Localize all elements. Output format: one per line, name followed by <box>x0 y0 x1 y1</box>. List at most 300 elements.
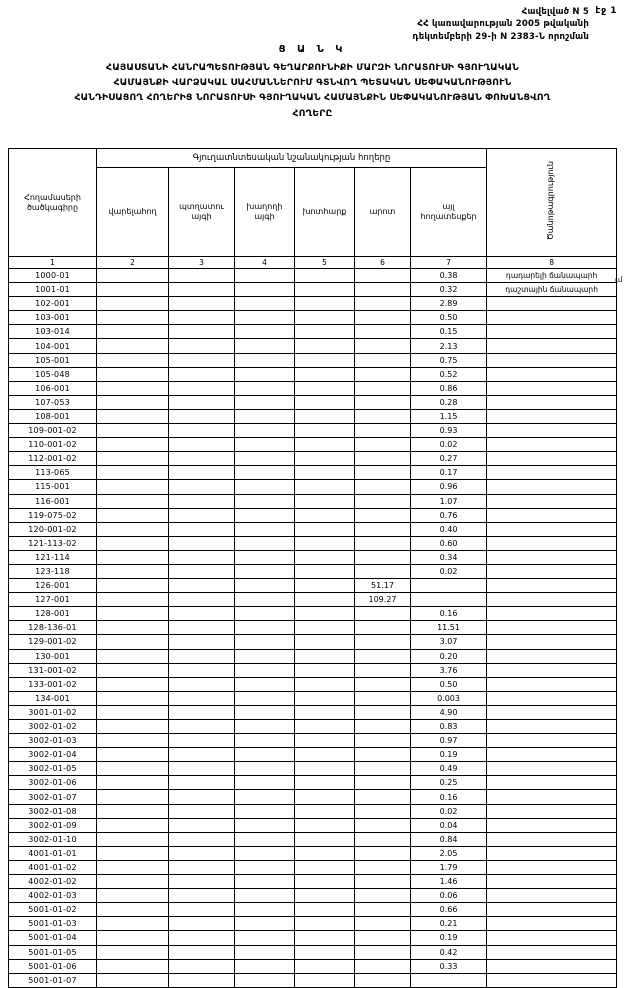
cell-note <box>487 945 617 959</box>
cell-orchard <box>169 917 235 931</box>
cell-note <box>487 438 617 452</box>
cell-pasture <box>355 903 411 917</box>
cell-hayfield <box>295 297 355 311</box>
cell-other: 2.89 <box>411 297 487 311</box>
cell-vineyard <box>235 536 295 550</box>
cell-orchard <box>169 480 235 494</box>
cell-code: 130-001 <box>9 649 97 663</box>
cell-note <box>487 677 617 691</box>
cell-note <box>487 860 617 874</box>
cell-hayfield <box>295 550 355 564</box>
cell-orchard <box>169 720 235 734</box>
col-num-1: 1 <box>9 257 97 269</box>
cell-orchard <box>169 297 235 311</box>
cell-arable <box>97 973 169 987</box>
cell-arable <box>97 325 169 339</box>
cell-note <box>487 522 617 536</box>
cell-pasture <box>355 931 411 945</box>
col-num-5: 5 <box>295 257 355 269</box>
title-line-1: ՀԱՅԱՍՏԱՆԻ ՀԱՆՐԱՊԵՏՈՒԹՅԱՆ ԳԵՂԱՐՔՈՒՆԻՔԻ ՄԱՐԶԻ ՆՈՐԱՏՈՒՍԻ ԳՅՈՒՂԱԿԱՆ <box>106 62 519 73</box>
table-row <box>9 635 617 649</box>
cell-code: 5001-01-02 <box>9 903 97 917</box>
cell-other: 0.06 <box>411 889 487 903</box>
cell-code: 1000-01 <box>9 269 97 283</box>
cell-arable <box>97 705 169 719</box>
table-group-header-row <box>9 149 617 168</box>
cell-hayfield <box>295 339 355 353</box>
cell-pasture <box>355 663 411 677</box>
cell-other: 0.16 <box>411 607 487 621</box>
cell-pasture <box>355 466 411 480</box>
cell-hayfield <box>295 720 355 734</box>
table-row <box>9 903 617 917</box>
cell-arable <box>97 903 169 917</box>
cell-code: 129-001-02 <box>9 635 97 649</box>
table-row <box>9 494 617 508</box>
cell-code: 106-001 <box>9 381 97 395</box>
cell-pasture <box>355 720 411 734</box>
approval-line-2: ՀՀ կառավարության 2005 թվականի <box>417 19 589 30</box>
cell-orchard <box>169 973 235 987</box>
cell-other: 0.52 <box>411 367 487 381</box>
cell-pasture <box>355 607 411 621</box>
cell-vineyard <box>235 973 295 987</box>
cell-pasture <box>355 564 411 578</box>
cell-vineyard <box>235 607 295 621</box>
cell-orchard <box>169 593 235 607</box>
cell-other: 1.46 <box>411 875 487 889</box>
cell-note <box>487 762 617 776</box>
col-num-2: 2 <box>97 257 169 269</box>
cell-vineyard <box>235 720 295 734</box>
cell-code: 103-001 <box>9 311 97 325</box>
cell-note <box>487 635 617 649</box>
cell-other: 0.02 <box>411 804 487 818</box>
cell-pasture <box>355 353 411 367</box>
cell-vineyard <box>235 917 295 931</box>
cell-hayfield <box>295 818 355 832</box>
cell-note <box>487 311 617 325</box>
cell-vineyard <box>235 860 295 874</box>
cell-other <box>411 579 487 593</box>
cell-note <box>487 466 617 480</box>
cell-pasture <box>355 705 411 719</box>
cell-other: 0.50 <box>411 311 487 325</box>
cell-hayfield <box>295 691 355 705</box>
cell-other: 2.13 <box>411 339 487 353</box>
cell-pasture <box>355 889 411 903</box>
cell-arable <box>97 818 169 832</box>
cell-hayfield <box>295 269 355 283</box>
cell-note <box>487 395 617 409</box>
cell-pasture <box>355 846 411 860</box>
col-num-3: 3 <box>169 257 235 269</box>
cell-pasture <box>355 325 411 339</box>
cell-hayfield <box>295 283 355 297</box>
table-row <box>9 945 617 959</box>
cell-note <box>487 649 617 663</box>
cell-other: 0.86 <box>411 381 487 395</box>
cell-arable <box>97 494 169 508</box>
cell-note: դաշտային ճանապարհ <box>487 283 617 297</box>
approval-block <box>413 6 589 43</box>
table-row <box>9 748 617 762</box>
cell-vineyard <box>235 353 295 367</box>
cell-other: 1.15 <box>411 409 487 423</box>
cell-hayfield <box>295 424 355 438</box>
cell-note <box>487 353 617 367</box>
cell-code: 4002-01-03 <box>9 889 97 903</box>
cell-vineyard <box>235 593 295 607</box>
cell-vineyard <box>235 931 295 945</box>
cell-hayfield <box>295 832 355 846</box>
cell-other: 0.42 <box>411 945 487 959</box>
cell-code: 3002-01-08 <box>9 804 97 818</box>
cell-vineyard <box>235 452 295 466</box>
table-row <box>9 353 617 367</box>
cell-other: 0.97 <box>411 734 487 748</box>
cell-code: 3001-01-02 <box>9 705 97 719</box>
cell-vineyard <box>235 875 295 889</box>
cell-other: 0.003 <box>411 691 487 705</box>
cell-arable <box>97 607 169 621</box>
cell-hayfield <box>295 860 355 874</box>
cell-hayfield <box>295 635 355 649</box>
cell-hayfield <box>295 466 355 480</box>
table-row <box>9 480 617 494</box>
cell-pasture: 109.27 <box>355 593 411 607</box>
cell-pasture <box>355 395 411 409</box>
cell-other: 0.50 <box>411 677 487 691</box>
cell-code: 5001-01-07 <box>9 973 97 987</box>
cell-code: 128-001 <box>9 607 97 621</box>
cell-other <box>411 973 487 987</box>
cell-orchard <box>169 762 235 776</box>
cell-orchard <box>169 959 235 973</box>
cell-code: 5001-01-04 <box>9 931 97 945</box>
col-header-vineyard: խաղողի այգի <box>235 168 295 257</box>
cell-orchard <box>169 860 235 874</box>
cell-orchard <box>169 339 235 353</box>
table-row <box>9 649 617 663</box>
cell-arable <box>97 959 169 973</box>
cell-code: 120-001-02 <box>9 522 97 536</box>
cell-other: 0.04 <box>411 818 487 832</box>
cell-code: 3002-01-07 <box>9 790 97 804</box>
cell-other: 0.19 <box>411 748 487 762</box>
cell-hayfield <box>295 367 355 381</box>
cell-code: 121-114 <box>9 550 97 564</box>
cell-arable <box>97 635 169 649</box>
cell-arable <box>97 677 169 691</box>
table-row <box>9 579 617 593</box>
title-line-3: ՀԱՆԴԻՍԱՑՈՂ ՀՈՂԵՐԻՑ ՆՈՐԱՏՈՒՍԻ ԳՅՈՒՂԱԿԱՆ ՀԱՄԱՅՆՔԻՆ ՍԵՓԱԿԱՆՈՒԹՅԱՆ ՓՈԽԱՆՑՎՈՂ <box>74 92 551 104</box>
cell-code: 105-001 <box>9 353 97 367</box>
cell-orchard <box>169 367 235 381</box>
title-line-2: ՀԱՄԱՅՆՔԻ ՎԱՐՁԱԿԱԼ ՍԱՀՄԱՆՆԵՐՈՒՄ ԳՏՆՎՈՂ ՊԵՏԱԿԱՆ ՍԵՓԱԿԱՆՈՒԹՅՈՒՆ <box>113 77 512 89</box>
cell-note <box>487 325 617 339</box>
cell-other: 0.02 <box>411 438 487 452</box>
cell-hayfield <box>295 536 355 550</box>
cell-other: 0.28 <box>411 395 487 409</box>
cell-arable <box>97 691 169 705</box>
cell-pasture <box>355 283 411 297</box>
col-num-8: 8 <box>487 257 617 269</box>
cell-hayfield <box>295 452 355 466</box>
cell-arable <box>97 649 169 663</box>
cell-other: 0.93 <box>411 424 487 438</box>
col-header-arable: վարելահող <box>97 168 169 257</box>
cell-hayfield <box>295 762 355 776</box>
cell-vineyard <box>235 367 295 381</box>
cell-hayfield <box>295 973 355 987</box>
cell-other: 0.21 <box>411 917 487 931</box>
cell-code: 133-001-02 <box>9 677 97 691</box>
cell-note <box>487 720 617 734</box>
col-num-6: 6 <box>355 257 411 269</box>
cell-orchard <box>169 846 235 860</box>
cell-orchard <box>169 945 235 959</box>
cell-code: 4001-01-01 <box>9 846 97 860</box>
cell-orchard <box>169 677 235 691</box>
cell-orchard <box>169 804 235 818</box>
cell-orchard <box>169 395 235 409</box>
cell-note <box>487 550 617 564</box>
table-row <box>9 452 617 466</box>
cell-arable <box>97 297 169 311</box>
cell-pasture <box>355 917 411 931</box>
table-row <box>9 677 617 691</box>
cell-vineyard <box>235 663 295 677</box>
table-row <box>9 325 617 339</box>
cell-vineyard <box>235 339 295 353</box>
cell-orchard <box>169 311 235 325</box>
table-row <box>9 367 617 381</box>
cell-arable <box>97 720 169 734</box>
table-row <box>9 762 617 776</box>
cell-hayfield <box>295 945 355 959</box>
cell-orchard <box>169 452 235 466</box>
cell-arable <box>97 381 169 395</box>
cell-arable <box>97 339 169 353</box>
title-line-4: ՀՈՂԵՐԸ <box>292 107 333 119</box>
cell-vineyard <box>235 804 295 818</box>
cell-other: 4.90 <box>411 705 487 719</box>
cell-other: 0.27 <box>411 452 487 466</box>
cell-orchard <box>169 283 235 297</box>
cell-code: 121-113-02 <box>9 536 97 550</box>
document-kind: Ց Ա Ն Կ <box>278 44 347 55</box>
cell-other: 0.96 <box>411 480 487 494</box>
cell-note <box>487 409 617 423</box>
cell-hayfield <box>295 409 355 423</box>
cell-pasture <box>355 269 411 283</box>
cell-vineyard <box>235 691 295 705</box>
table-row <box>9 705 617 719</box>
cell-code: 3002-01-09 <box>9 818 97 832</box>
cell-orchard <box>169 705 235 719</box>
cell-arable <box>97 860 169 874</box>
cell-arable <box>97 917 169 931</box>
table-row <box>9 931 617 945</box>
table-row <box>9 846 617 860</box>
cell-pasture <box>355 804 411 818</box>
cell-vineyard <box>235 832 295 846</box>
cell-arable <box>97 466 169 480</box>
cell-vineyard <box>235 564 295 578</box>
cell-note <box>487 734 617 748</box>
cell-code: 3002-01-03 <box>9 734 97 748</box>
cell-orchard <box>169 438 235 452</box>
cell-vineyard <box>235 325 295 339</box>
cell-pasture <box>355 776 411 790</box>
table-row <box>9 889 617 903</box>
cell-vineyard <box>235 776 295 790</box>
cell-code: 109-001-02 <box>9 424 97 438</box>
cell-other: 0.33 <box>411 959 487 973</box>
cell-other: 1.79 <box>411 860 487 874</box>
cell-arable <box>97 846 169 860</box>
cell-orchard <box>169 903 235 917</box>
cell-hayfield <box>295 734 355 748</box>
cell-pasture: 51.17 <box>355 579 411 593</box>
cell-code: 104-001 <box>9 339 97 353</box>
cell-arable <box>97 748 169 762</box>
cell-hayfield <box>295 508 355 522</box>
cell-orchard <box>169 889 235 903</box>
cell-arable <box>97 663 169 677</box>
cell-hayfield <box>295 395 355 409</box>
cell-code: 123-118 <box>9 564 97 578</box>
cell-vineyard <box>235 269 295 283</box>
cell-code: 127-001 <box>9 593 97 607</box>
cell-vineyard <box>235 466 295 480</box>
cell-note <box>487 367 617 381</box>
cell-pasture <box>355 536 411 550</box>
cell-orchard <box>169 381 235 395</box>
cell-arable <box>97 564 169 578</box>
table-row <box>9 621 617 635</box>
cell-orchard <box>169 409 235 423</box>
cell-arable <box>97 480 169 494</box>
cell-hayfield <box>295 959 355 973</box>
cell-other: 3.07 <box>411 635 487 649</box>
cell-other: 0.17 <box>411 466 487 480</box>
cell-note <box>487 536 617 550</box>
cell-hayfield <box>295 325 355 339</box>
cell-orchard <box>169 875 235 889</box>
cell-pasture <box>355 381 411 395</box>
cell-note <box>487 846 617 860</box>
page-number: էջ 1 <box>595 6 617 16</box>
cell-vineyard <box>235 959 295 973</box>
table-row <box>9 508 617 522</box>
cell-hayfield <box>295 649 355 663</box>
cell-pasture <box>355 522 411 536</box>
cell-arable <box>97 593 169 607</box>
cell-orchard <box>169 536 235 550</box>
cell-orchard <box>169 508 235 522</box>
cell-note <box>487 381 617 395</box>
cell-hayfield <box>295 748 355 762</box>
table-row <box>9 466 617 480</box>
cell-orchard <box>169 466 235 480</box>
cell-hayfield <box>295 311 355 325</box>
cell-orchard <box>169 353 235 367</box>
cell-arable <box>97 945 169 959</box>
cell-note <box>487 494 617 508</box>
table-row <box>9 339 617 353</box>
cell-arable <box>97 508 169 522</box>
cell-code: 112-001-02 <box>9 452 97 466</box>
cell-pasture <box>355 691 411 705</box>
cell-arable <box>97 790 169 804</box>
cell-orchard <box>169 607 235 621</box>
cell-arable <box>97 579 169 593</box>
cell-pasture <box>355 790 411 804</box>
table-row <box>9 593 617 607</box>
cell-orchard <box>169 579 235 593</box>
cell-code: 134-001 <box>9 691 97 705</box>
cell-hayfield <box>295 917 355 931</box>
cell-pasture <box>355 508 411 522</box>
cell-note <box>487 452 617 466</box>
cell-arable <box>97 424 169 438</box>
cell-hayfield <box>295 931 355 945</box>
approval-line-1: Հավելված N 5 <box>521 7 589 17</box>
table-row <box>9 438 617 452</box>
cell-hayfield <box>295 705 355 719</box>
cell-other: 0.20 <box>411 649 487 663</box>
cell-arable <box>97 522 169 536</box>
cell-orchard <box>169 663 235 677</box>
table-row <box>9 522 617 536</box>
cell-hayfield <box>295 677 355 691</box>
cell-code: 3002-01-06 <box>9 776 97 790</box>
cell-other: 0.83 <box>411 720 487 734</box>
cell-hayfield <box>295 353 355 367</box>
cell-pasture <box>355 875 411 889</box>
land-table-wrap <box>8 148 616 988</box>
cell-orchard <box>169 931 235 945</box>
col-num-4: 4 <box>235 257 295 269</box>
cell-code: 4001-01-02 <box>9 860 97 874</box>
cell-pasture <box>355 748 411 762</box>
table-row <box>9 973 617 987</box>
cell-note <box>487 804 617 818</box>
cell-pasture <box>355 959 411 973</box>
table-number-row <box>9 257 617 269</box>
cell-other: 2.05 <box>411 846 487 860</box>
cell-vineyard <box>235 649 295 663</box>
cell-code: 3002-01-04 <box>9 748 97 762</box>
cell-note <box>487 790 617 804</box>
cell-pasture <box>355 438 411 452</box>
cell-code: 115-001 <box>9 480 97 494</box>
cell-vineyard <box>235 395 295 409</box>
cell-arable <box>97 311 169 325</box>
cell-pasture <box>355 677 411 691</box>
cell-orchard <box>169 776 235 790</box>
table-row <box>9 269 617 283</box>
cell-pasture <box>355 860 411 874</box>
cell-arable <box>97 621 169 635</box>
cell-vineyard <box>235 762 295 776</box>
cell-code: 3002-01-02 <box>9 720 97 734</box>
cell-code: 113-065 <box>9 466 97 480</box>
cell-vineyard <box>235 705 295 719</box>
cell-hayfield <box>295 593 355 607</box>
